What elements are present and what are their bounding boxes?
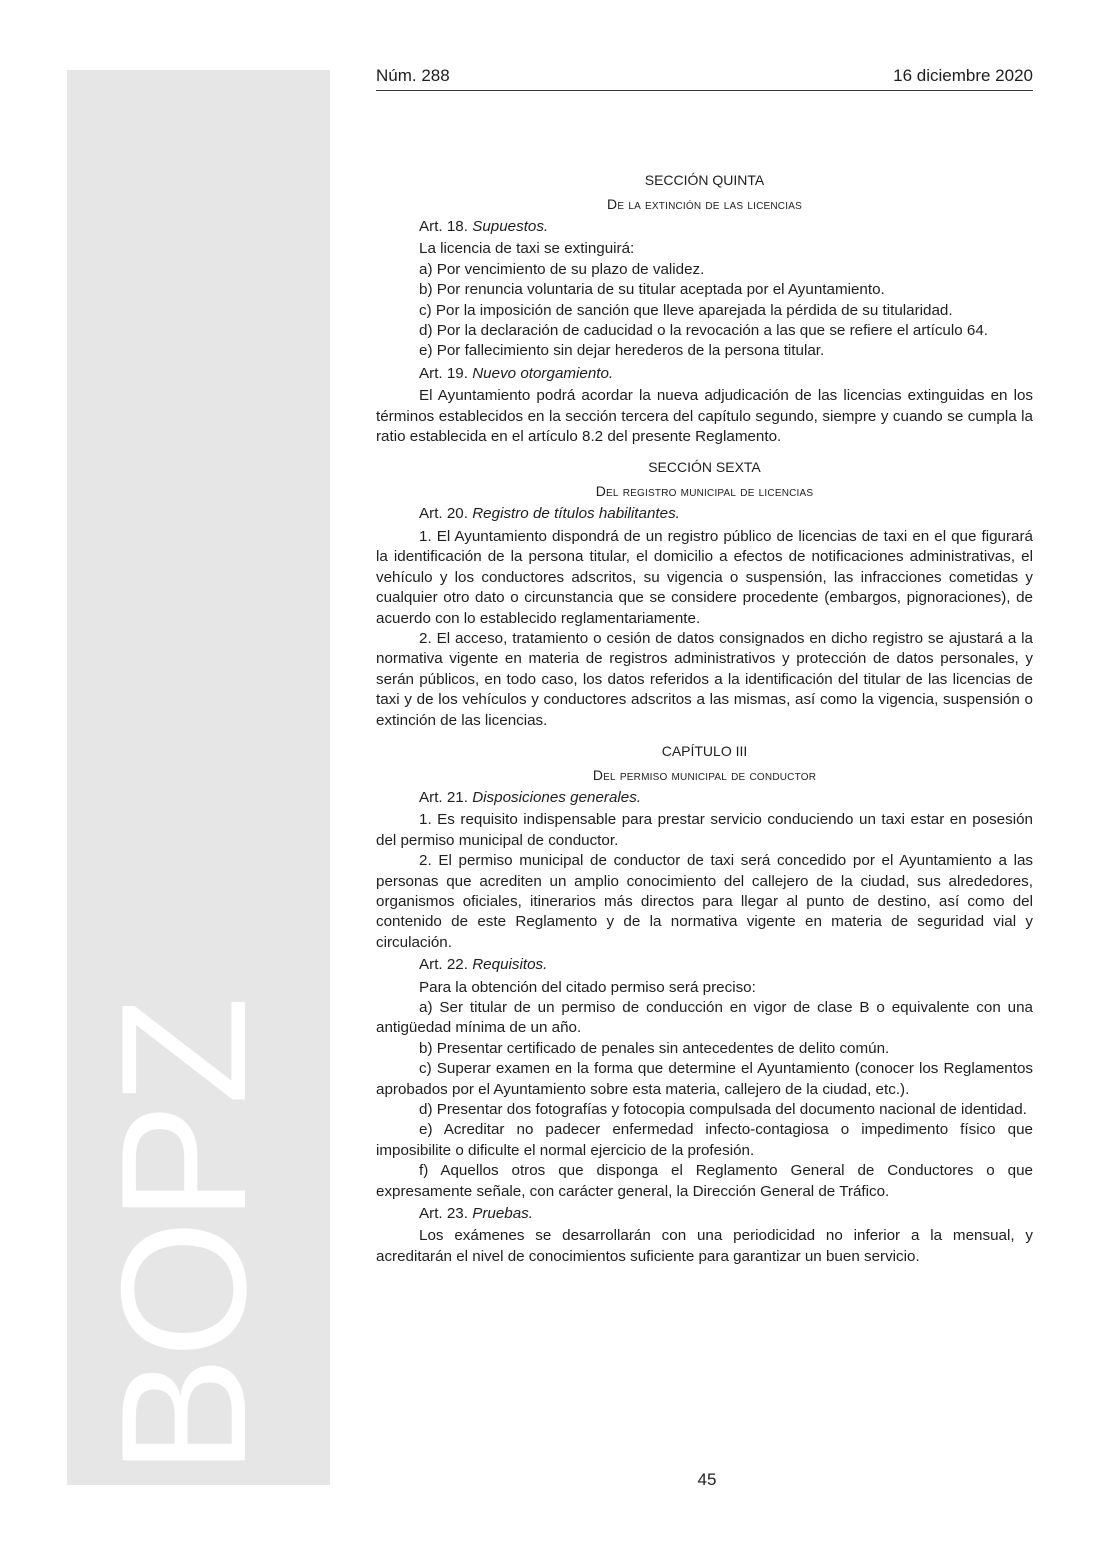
article-title: Nuevo otorgamiento. bbox=[472, 364, 614, 382]
list-item: e) Por fallecimiento sin dejar herederos de la persona titular. bbox=[419, 342, 825, 360]
paragraph: Los exámenes se desarrollarán con una periodicidad no inferior a la mensual, y acreditarán el nivel de conocimientos suficiente para garantizar un buen servicio. bbox=[376, 1227, 1033, 1265]
article-title: Supuestos. bbox=[472, 218, 549, 235]
article-number: Art. 22. bbox=[419, 956, 468, 974]
article-heading bbox=[376, 1204, 1033, 1224]
article-heading bbox=[376, 364, 1033, 384]
article-heading bbox=[376, 955, 1033, 975]
list-item: f) Aquellos otros que disponga el Reglamento General de Conductores o que expresamente señale, con carácter general, la Dirección General de Tráfico. bbox=[376, 1162, 1033, 1200]
section-title: SECCIÓN SEXTA bbox=[648, 459, 761, 476]
article-number: Art. 18. bbox=[419, 218, 468, 235]
article-title: Registro de títulos habilitantes. bbox=[472, 505, 680, 523]
document-body bbox=[376, 170, 1033, 1267]
section-subtitle: Del registro municipal de licencias bbox=[595, 483, 814, 500]
sidebar-band bbox=[67, 70, 330, 1485]
article-title: Pruebas. bbox=[472, 1205, 533, 1223]
article-number: Art. 23. bbox=[419, 1205, 468, 1223]
list-item: d) Presentar dos fotografías y fotocopia compulsada del documento nacional de identidad. bbox=[419, 1101, 1027, 1119]
list-item: b) Presentar certificado de penales sin antecedentes de delito común. bbox=[419, 1039, 890, 1057]
section-title: SECCIÓN QUINTA bbox=[644, 172, 765, 188]
bopz-logo bbox=[67, 70, 330, 1485]
list-item: a) Por vencimiento de su plazo de validez. bbox=[419, 260, 705, 278]
paragraph: 1. El Ayuntamiento dispondrá de un registro público de licencias de taxi en el que figurará la identificación de la persona titular, el domicilio a efectos de notificaciones administrativas, el vehículo y los conductores adscritos, su vigencia o suspensión, las infracciones cometidas y cualquier otro dato o circunstancia que se considere procedente (embargos, pignoraciones), de acuerdo con lo establecido reglamentariamente. bbox=[376, 527, 1033, 627]
paragraph: Para la obtención del citado permiso será preciso: bbox=[419, 978, 756, 996]
page-number bbox=[0, 1470, 1100, 1490]
paragraph: 2. El acceso, tratamiento o cesión de datos consignados en dicho registro se ajustará a la normativa vigente en materia de registros administrativos y protección de datos personales, y serán públicos, en todo caso, los datos referidos a la identificación del titular de las licencias de taxi y de los vehículos y conductores adscritos a las mismas, así como la vigencia, suspensión o extinción de las licencias. bbox=[376, 629, 1033, 729]
article-number: Art. 19. bbox=[419, 364, 468, 382]
chapter-title: CAPÍTULO III bbox=[661, 742, 748, 759]
paragraph: 2. El permiso municipal de conductor de taxi será concedido por el Ayuntamiento a las personas que acrediten un amplio conocimiento del callejero de la ciudad, sus alrededores, organismos oficiales, itinerarios más directos para llegar al punto de destino, así como del contenido de este Reglamento y de la normativa vigente en materia de seguridad vial y circulación. bbox=[376, 852, 1033, 951]
list-item: e) Acreditar no padecer enfermedad infecto-contagiosa o impedimento físico que imposibilite o dificulte el normal ejercicio de la profesión. bbox=[376, 1121, 1033, 1159]
page-header bbox=[376, 66, 1033, 91]
article-heading bbox=[376, 217, 1033, 237]
paragraph: El Ayuntamiento podrá acordar la nueva adjudicación de las licencias extinguidas en los términos establecidos en la sección tercera del capítulo segundo, siempre y cuando se cumpla la ratio establecida en el artículo 8.2 del presente Reglamento. bbox=[376, 387, 1033, 446]
issue-date: 16 diciembre 2020 bbox=[893, 66, 1033, 85]
list-item: c) Por la imposición de sanción que lleve aparejada la pérdida de su titularidad. bbox=[419, 301, 953, 319]
article-heading bbox=[376, 504, 1033, 524]
list-item: c) Superar examen en la forma que determine el Ayuntamiento (conocer los Reglamentos aprobados por el Ayuntamiento sobre esta materia, callejero de la ciudad, etc.). bbox=[376, 1060, 1033, 1098]
chapter-subtitle: Del permiso municipal de conductor bbox=[592, 766, 817, 783]
page-number-text: 45 bbox=[697, 1470, 717, 1489]
list-item: b) Por renuncia voluntaria de su titular aceptada por el Ayuntamiento. bbox=[419, 281, 885, 299]
article-heading bbox=[376, 788, 1033, 808]
issue-number: Núm. 288 bbox=[376, 66, 450, 85]
paragraph: La licencia de taxi se extinguirá: bbox=[419, 240, 635, 258]
article-title: Disposiciones generales. bbox=[472, 788, 642, 806]
section-subtitle: De la extinción de las licencias bbox=[607, 196, 802, 212]
bopz-logo-text: BOPZ bbox=[84, 998, 284, 1475]
article-title: Requisitos. bbox=[472, 956, 548, 974]
list-item: d) Por la declaración de caducidad o la revocación a las que se refiere el artículo 64. bbox=[419, 322, 989, 340]
article-number: Art. 20. bbox=[419, 505, 468, 523]
article-number: Art. 21. bbox=[419, 788, 468, 806]
list-item: a) Ser titular de un permiso de conducción en vigor de clase B o equivalente con una antigüedad mínima de un año. bbox=[376, 999, 1033, 1037]
paragraph: 1. Es requisito indispensable para prestar servicio conduciendo un taxi estar en posesión del permiso municipal de conductor. bbox=[376, 811, 1033, 849]
